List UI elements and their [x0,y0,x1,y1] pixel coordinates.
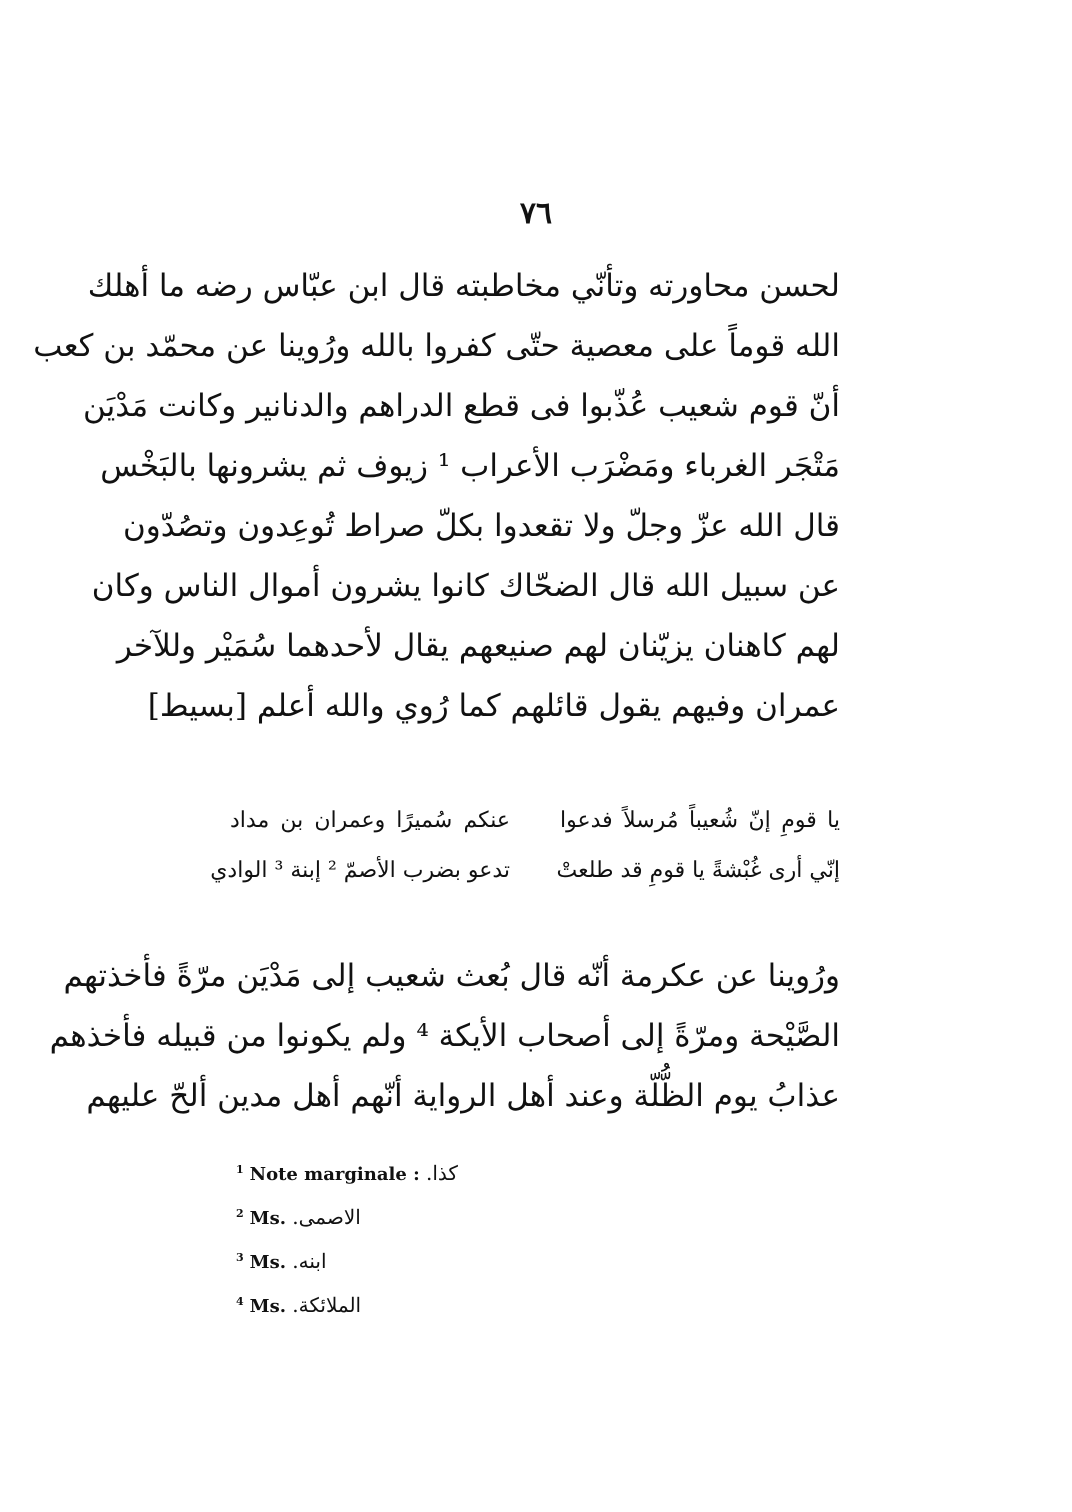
text-line: أنّ قوم شعيب عُذّبوا فى قطع الدراهم والدنانير وكانت مَدْيَن [83,388,840,424]
text-line: الله قوماً على معصية حتّى كفروا بالله ورُوينا عن محمّد بن كعب [33,328,840,364]
hemistich-second: عنكم سُميرًا وعمران بن مداد [230,808,510,833]
meter-tag: [بسيط] [147,688,248,724]
footnote-arabic: ابنه. [292,1249,327,1273]
text-line: لحسن محاورته وتأنّي مخاطبته قال ابن عبّاس رضه ما أهلك [87,268,840,304]
footnote [236,1236,796,1280]
footnote-mark: 1 [236,1163,244,1176]
hemistich-first: إنّي أرى غُبْشةً يا قومِ قد طلعتْ [556,858,840,883]
footnote-label: Ms. [249,1208,286,1229]
text-line: عذابُ يوم الظُّلّة وعند أهل الرواية أنّهم أهل مدين ألحّ عليهم [86,1078,840,1114]
hemistich-second: تدعو بضرب الأصمّ ² إبنة ³ الوادي [210,858,510,883]
text-line: عن سبيل الله قال الضحّاك كانوا يشرون أموال الناس وكان [91,568,840,604]
text-line: ورُوينا عن عكرمة أنّه قال بُعث شعيب إلى مَدْيَن مرّةً فأخذتهم [63,958,840,994]
footnote-mark: 3 [236,1251,244,1264]
footnote-label: Note marginale : [249,1164,420,1185]
paragraph-2 [49,946,840,1126]
footnote-arabic: الاصمى. [292,1205,361,1229]
verse [210,846,840,896]
poem [210,796,840,896]
footnote [236,1192,796,1236]
footnote-arabic: الملائكة. [292,1293,362,1317]
text-line-last: عمران وفيهم يقول قائلهم كما رُوي والله أعلم [256,688,840,724]
footnote-mark: 2 [236,1207,244,1220]
footnote [236,1280,796,1324]
footnote-label: Ms. [249,1296,286,1317]
footnote [236,1148,796,1192]
text-line-with-meter [147,676,840,736]
hemistich-first: يا قومِ إنّ شُعيباً مُرسلاً فدعوا [560,808,840,833]
text-line: مَتْجَر الغرباء ومَضْرَب الأعراب ¹ زيوف ثم يشرونها بالبَخْس [100,448,840,484]
footnote-mark: 4 [236,1295,244,1308]
text-line: الصَّيْحة ومرّةً إلى أصحاب الأيكة ⁴ ولم يكونوا من قبيله فأخذهم [49,1018,840,1054]
paragraph-1 [33,256,840,736]
footnote-arabic: كذا. [426,1161,458,1185]
footnotes [236,1148,796,1324]
text-line: قال الله عزّ وجلّ ولا تقعدوا بكلّ صراط تُوعِدون وتصُدّون [123,508,840,544]
page-number: ٧٦ [519,196,553,231]
verse [230,796,840,846]
footnote-label: Ms. [249,1252,286,1273]
text-line: لهم كاهنان يزيّنان لهم صنيعهم يقال لأحدهما سُمَيْر وللآخر [116,628,840,664]
